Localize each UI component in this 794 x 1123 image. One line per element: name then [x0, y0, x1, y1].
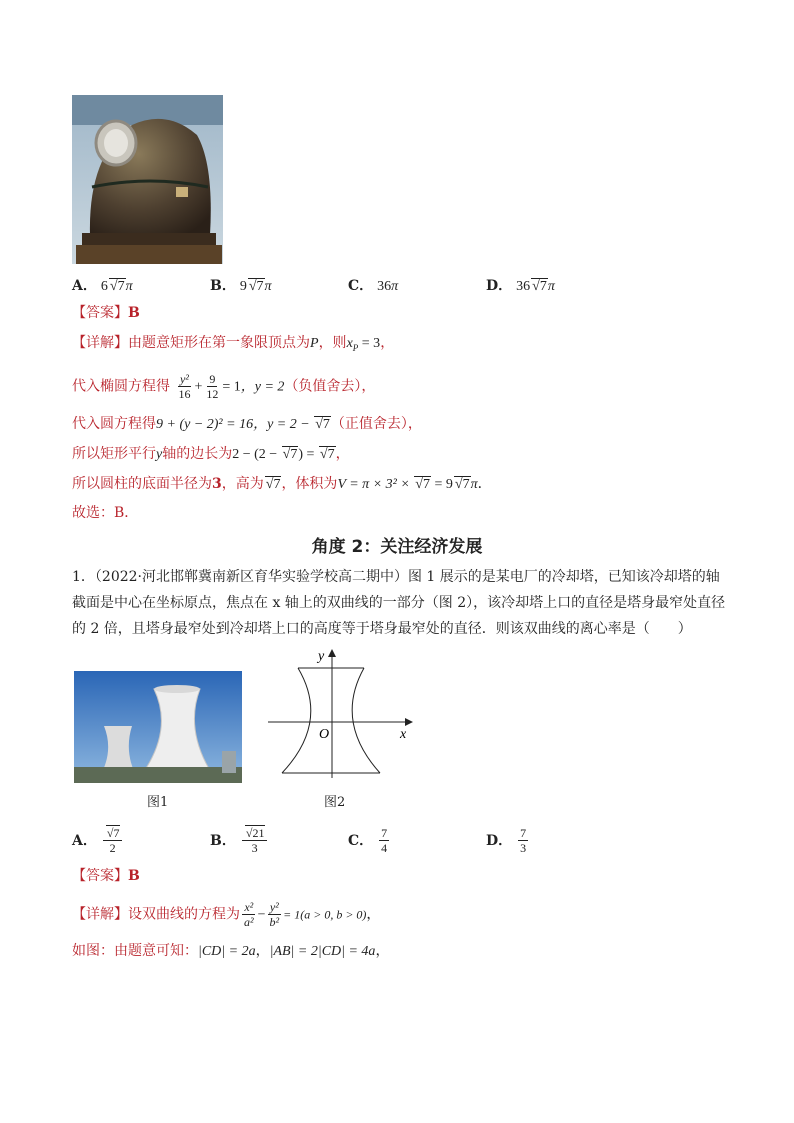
- detail-line-5: 所以圆柱的底面半径为3，高为 √7，体积为V = π × 3² × √7 = 9 √7π．: [72, 476, 492, 492]
- answer-line: 【答案】B: [72, 305, 140, 321]
- option-d: D． 36 √7π: [486, 278, 555, 294]
- question-1-text: 1．（2022·河北邯郸冀南新区育华实验学校高二期中）图 1 展示的是某电厂的冷却塔，已知该冷却塔的轴截面是中心在坐标原点，焦点在 x 轴上的双曲线的一部分（图 2），该冷却塔上口的直径是塔身最窄处直径的 2 倍，且塔身最窄处到冷却塔上口的高度等于塔身最窄处的直径．则该双曲线的离心率是（ ）: [72, 569, 726, 637]
- figure-2-caption: 图2: [324, 795, 346, 810]
- option-b: B． 9 √7π: [210, 278, 272, 294]
- detail-line-3: 代入圆方程得9 + (y − 2)² = 16，y = 2 − √7（正值舍去），: [72, 416, 422, 432]
- figure-1-caption: 图1: [147, 795, 169, 810]
- q1-detail-line-1: 【详解】设双曲线的方程为 $\frac{\text{x²}}{\text{a²}}$ − $\frac{\text{y²}}{\text{b²}}$ = 1(a > 0, b > 0)，: [72, 900, 381, 929]
- origin-label: O: [319, 727, 330, 742]
- q1-detail-line-2: 如图：由题意可知：|CD| = 2a，|AB| = 2|CD| = 4a，: [72, 943, 390, 959]
- left-branch: [282, 668, 311, 773]
- detail-line-1: 【详解】由题意矩形在第一象限顶点为P，则$x_P = 3$，: [72, 335, 395, 353]
- q1-option-b: B． $\frac{√21}{3}$: [210, 826, 269, 855]
- q1-answer-line: 【答案】B: [72, 868, 140, 884]
- x-axis-label: x: [400, 727, 407, 742]
- detail-line-4: 所以矩形平行y轴的边长为2 − (2 − √7) = √7，: [72, 446, 350, 462]
- capsule-photo: [72, 95, 223, 264]
- option-c: C． 36π: [348, 278, 399, 294]
- y-axis-label: y: [318, 649, 325, 664]
- detail-line-6: 故选：B．: [72, 505, 139, 521]
- cooling-tower-photo: [74, 671, 242, 783]
- option-a: A． 6 √7π: [72, 278, 133, 294]
- q1-option-a: A． $\frac{√7}{2}$: [72, 826, 124, 855]
- right-branch: [352, 668, 380, 773]
- q1-option-c: C． $\frac{7}{4}$: [348, 826, 388, 855]
- q1-option-d: D． $\frac{7}{3}$: [486, 826, 527, 855]
- hyperbola-diagram: [262, 646, 418, 782]
- section-heading: 角度 2：关注经济发展: [311, 537, 483, 557]
- detail-line-2: 代入椭圆方程得 $\frac{\text{y²}}{16}$ + $\frac{9}{12}$ = 1，y = 2（负值舍去），: [72, 372, 376, 401]
